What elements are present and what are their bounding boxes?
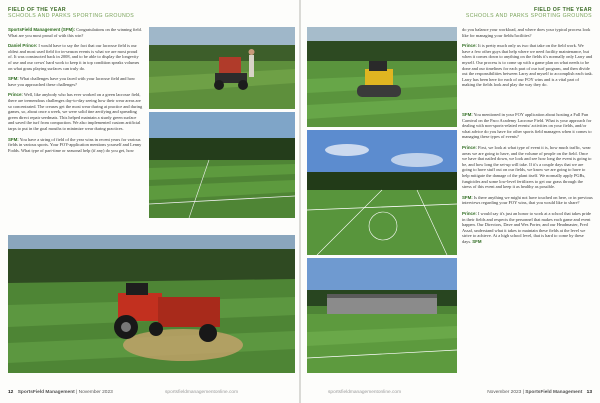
right-header-subtitle: SCHOOLS AND PARKS SPORTING GROUNDS	[465, 13, 592, 19]
left-page-number: 12	[8, 390, 14, 395]
aerator-photo	[149, 27, 295, 109]
right-magazine-name: SportsField Management	[525, 390, 583, 395]
qa-paragraph: SFM: You have a string of field of the year wins in recent years for various fields in various sports. Your FOY-application mentions yourself and Lenny Fodds. What type of part-time or seasonal help (if any) do you get, how	[8, 136, 142, 153]
right-issue-date: November 2023 |	[487, 390, 524, 395]
qa-paragraph: do you balance your workload, and where does your typical process look like for managing your fields/facilities?	[462, 27, 591, 38]
qa-paragraph: Daniel Prince: I would have to say the fact that our lacrosse field is our oldest and most used field for in-season events is what we are most proud of. It was constructed back in 2008, and to be able to display the longevity of use and our crews' hard work to keep it in top condition speaks volumes on what grass playing surfaces can truly do.	[8, 43, 140, 71]
left-footer	[8, 390, 113, 395]
topdresser-photo	[8, 235, 295, 373]
right-footer	[487, 390, 592, 395]
qa-paragraph: SFM: What challenges have you faced with your lacrosse field and how have you approached these challenges?	[8, 76, 136, 87]
left-issue-date: | November 2023	[76, 390, 113, 395]
stadium-photo	[307, 258, 457, 373]
right-footer-url[interactable]: sportsfieldmanagementonline.com	[328, 390, 402, 395]
qa-paragraph: SFM: Is there anything we might not have touched on here, or in previous interviews regarding your FOY wins, that you would like to share?	[462, 194, 593, 206]
qa-paragraph: Prince: Well, like anybody who has ever worked on a green lacrosse field, there are tremendous challenges day-to-day seeing how their wear areas are so concentrated. The creases get the most wear during at practice and during games, so, about once a week, we were solid tine aerifying and spreading green direct repair seedmats. This helped maintain a sturdy green surface and saved the turf from compaction. We also implemented custom artificial tarps to put in the goal mouths to minimize wear during practices.	[8, 92, 143, 131]
right-page-number: 13	[586, 390, 592, 395]
qa-paragraph: SFM: You mentioned in your FOY application about hosting a Fall Fun Carnival on the Paco Academy Lacrosse Field. What is your approach for dealing with non-sports-related events/ activities on your fields, and/or what advice do you have for other sports field managers when it comes to managing these types of events?	[462, 112, 592, 140]
qa-paragraph: Prince: I would say it's just an honor to work at a school that takes pride in their fields and respects the personnel that makes each game and event happen. Our Directors, Dave and Wes Porter, and our Headmaster, Fred Assaf, understand what it takes to maintain these fields at the level we strive to achieve. At a high school level, that is hard to come by these days. SFM	[462, 210, 591, 244]
roller-photo	[307, 27, 457, 127]
qa-paragraph: SportsField Management (SFM): Congratulations on the winning field. What are you most proud of with this win?	[8, 27, 142, 38]
left-article-column	[8, 27, 143, 158]
right-article-column-top	[462, 27, 593, 93]
lacrosse-field-photo	[149, 112, 295, 218]
lined-field-photo	[307, 130, 457, 255]
right-header	[466, 7, 592, 19]
right-article-column-bottom	[462, 112, 593, 249]
right-page	[300, 0, 600, 403]
left-header-title: FIELD OF THE YEAR	[8, 7, 67, 13]
qa-paragraph: Prince: It is pretty much only us two that take on the field work. We have a few other guys that help where we need facility maintenance, but when it comes down to anything on the fields it's normally only Larry and myself. Our process is to come up with a game plan on what needs to be done and our timelines for each part of our turf program, and then divide out the responsibilities between Larry and myself to accomplish each task. Larry has been here for each of our FOY wins and is a vital part of making the fields look and play the way they do.	[462, 43, 593, 88]
left-header	[8, 7, 134, 19]
right-header-title: FIELD OF THE YEAR	[533, 7, 592, 13]
left-magazine-name: SportsField Management	[17, 390, 75, 395]
left-header-subtitle: SCHOOLS AND PARKS SPORTING GROUNDS	[8, 13, 135, 19]
qa-paragraph: Prince: First, we look at what type of event it is, how much traffic, wear areas we are going to have, and the volume of people on the field. Once we have that nailed down, we look and see how long the event is going to be, and how long the set-up will take. If it's a couple days that we are going to have stuff out on our fields, we know we are going to have to help mitigate the damage of the plant itself. We normally apply PGRs, fungicides and some low-level fertilizers to get our grass through the stress of this event and keep it as healthy as possible.	[462, 144, 592, 190]
end-mark: SFM	[472, 238, 482, 244]
left-footer-url[interactable]: sportsfieldmanagementonline.com	[165, 390, 239, 395]
